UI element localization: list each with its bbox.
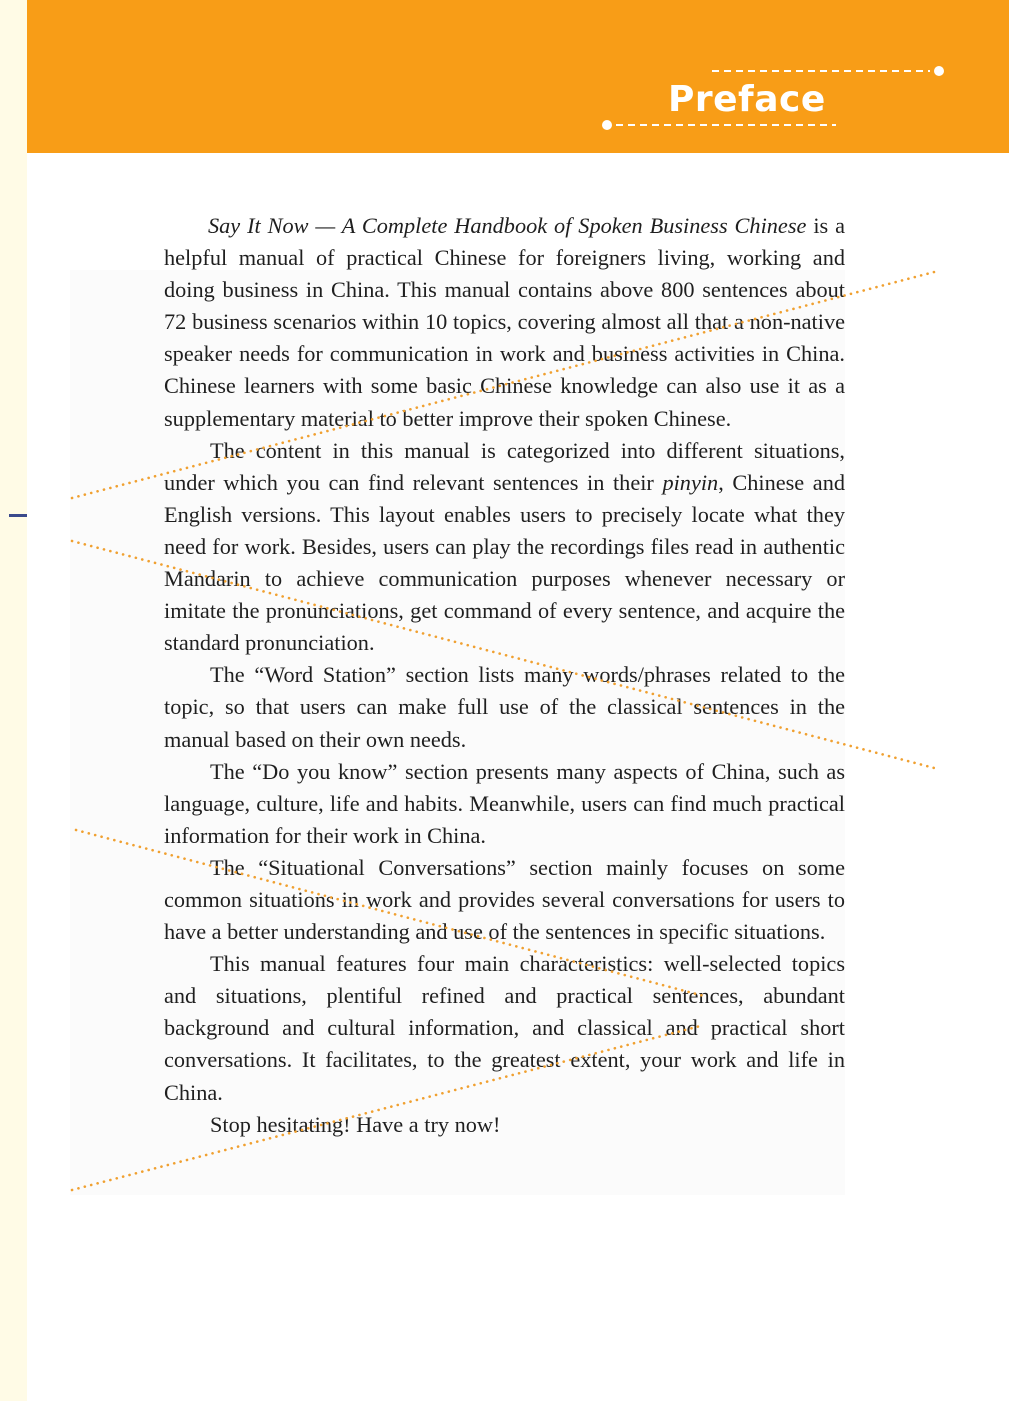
paragraph-7: Stop hesitating! Have a try now! xyxy=(210,1111,501,1137)
paragraph-1: Say It Now — A Complete Handbook of Spoken Business Chinese is a helpful manual of practical Chinese for foreigners living, working and doing business in China. This manual contains above 800 sentences about 72 business scenarios within 10 topics, covering almost all that a non-native speaker needs for communication in work and business activities in China. Chinese learners with some basic Chinese knowledge can also use it as a supplementary material to better improve their spoken Chinese. xyxy=(164,213,845,431)
paragraph-3: The “Word Station” section lists many words/phrases related to the topic, so that users can make full use of the classical sentences in the manual based on their own needs. xyxy=(164,662,845,752)
page-title: Preface xyxy=(668,79,826,120)
paragraph-2: The content in this manual is categorized into different situations, under which you can find relevant sentences in their pinyin, Chinese and English versions. This layout enables users to precisely locate what they need for work. Besides, users can play the recordings files read in authentic Mandarin to achieve communication purposes whenever necessary or imitate the pronunciations, get command of every sentence, and acquire the standard pronunciation. xyxy=(164,437,845,656)
page-tab-marker xyxy=(9,514,27,517)
preface-body xyxy=(164,210,845,1141)
paragraph-4: The “Do you know” section presents many aspects of China, such as language, culture, life and habits. Meanwhile, users can find much practical information for their work in China. xyxy=(164,758,845,848)
header-dashed-ornament xyxy=(0,0,1009,160)
pinyin-term: pinyin xyxy=(662,469,719,495)
paragraph-6: This manual features four main characteristics: well-selected topics and situations, plentiful refined and practical sentences, abundant background and cultural information, and classical and practical short conversations. It facilitates, to the greatest extent, your work and life in China. xyxy=(164,951,845,1105)
book-title: Say It Now — A Complete Handbook of Spoken Business Chinese xyxy=(208,213,807,238)
paragraph-5: The “Situational Conversations” section mainly focuses on some common situations in work and provides several conversations for users to have a better understanding and use of the sentences in specific situations. xyxy=(164,854,845,945)
left-margin-strip xyxy=(0,0,27,1401)
